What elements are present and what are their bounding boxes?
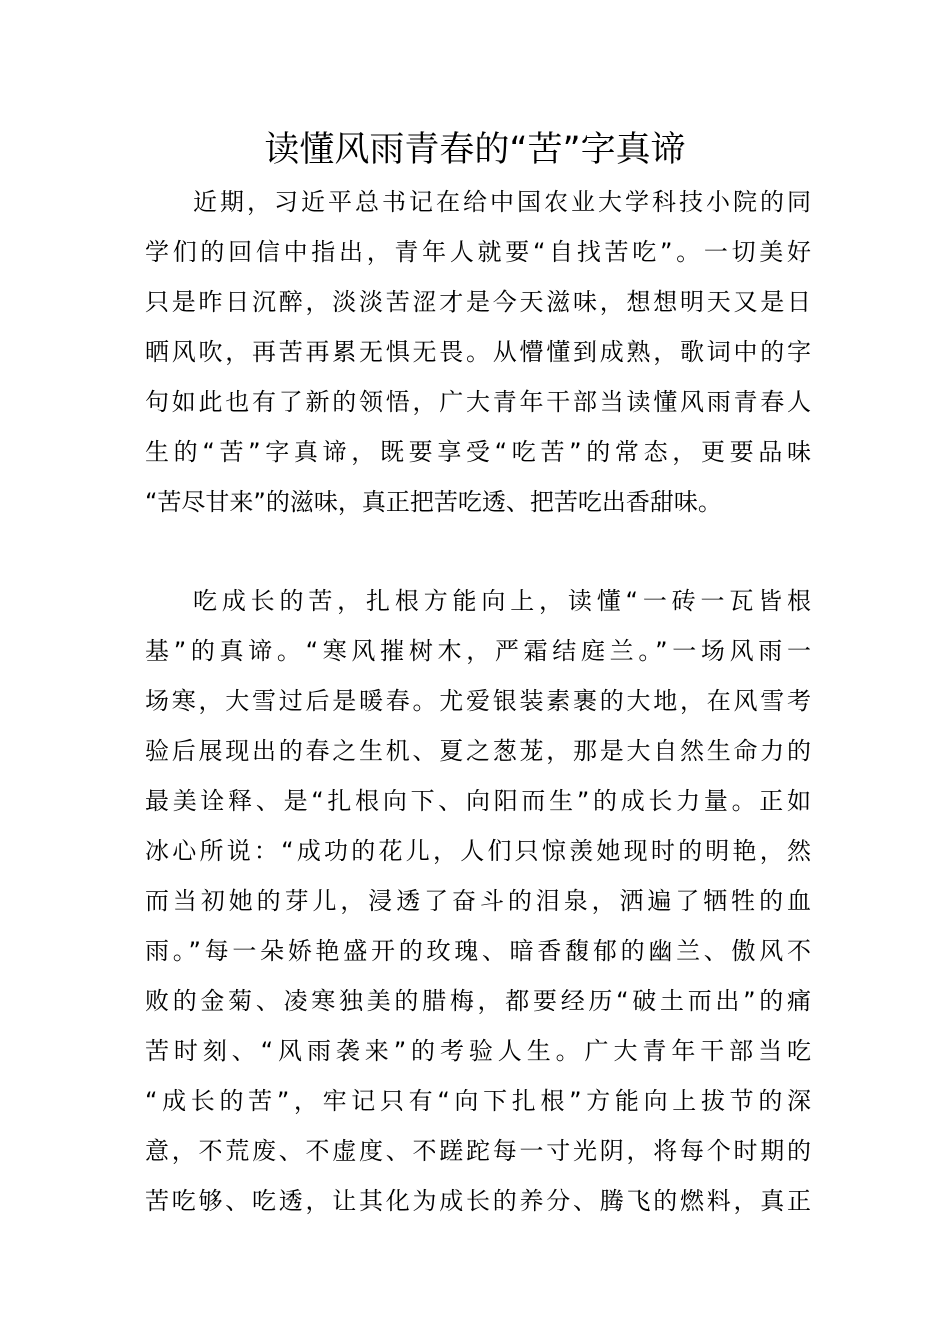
text-line: 验后展现出的春之生机、夏之葱茏，那是大自然生命力的: [145, 737, 811, 765]
text-line: 晒风吹，再苦再累无惧无畏。从懵懂到成熟，歌词中的字: [145, 338, 811, 366]
text-line: 基”的真谛。“寒风摧树木，严霜结庭兰。”一场风雨一: [145, 637, 811, 665]
text-line: “成长的苦”，牢记只有“向下扎根”方能向上拔节的深: [145, 1087, 811, 1115]
text-line: 近期，习近平总书记在给中国农业大学科技小院的同: [193, 188, 811, 216]
text-line: 生的“苦”字真谛，既要享受“吃苦”的常态，更要品味: [145, 438, 811, 466]
text-line: 场寒，大雪过后是暖春。尤爱银装素裹的大地，在风雪考: [145, 687, 811, 715]
text-line: 冰心所说：“成功的花儿，人们只惊羡她现时的明艳，然: [145, 837, 811, 865]
text-line: 句如此也有了新的领悟，广大青年干部当读懂风雨青春人: [145, 388, 811, 416]
text-line: 吃成长的苦，扎根方能向上，读懂“一砖一瓦皆根: [193, 587, 811, 615]
text-line: 只是昨日沉醉，淡淡苦涩才是今天滋味，想想明天又是日: [145, 288, 811, 316]
text-line: 学们的回信中指出，青年人就要“自找苦吃”。一切美好: [145, 238, 811, 266]
text-line: 而当初她的芽儿，浸透了奋斗的泪泉，洒遍了牺牲的血: [145, 887, 811, 915]
page-title: 读懂风雨青春的“苦”字真谛: [264, 130, 686, 170]
text-line: 最美诠释、是“扎根向下、向阳而生”的成长力量。正如: [145, 787, 811, 815]
paragraph-growth: [145, 576, 811, 1226]
text-line: 苦吃够、吃透，让其化为成长的养分、腾飞的燃料，真正: [145, 1187, 811, 1215]
paragraph-intro: [145, 177, 811, 527]
text-line: 雨。”每一朵娇艳盛开的玫瑰、暗香馥郁的幽兰、傲风不: [145, 937, 811, 965]
text-line: “苦尽甘来”的滋味，真正把苦吃透、把苦吃出香甜味。: [145, 488, 722, 516]
text-line: 苦时刻、“风雨袭来”的考验人生。广大青年干部当吃: [145, 1037, 811, 1065]
text-line: 败的金菊、凌寒独美的腊梅，都要经历“破土而出”的痛: [145, 987, 811, 1015]
text-line: 意，不荒废、不虚度、不蹉跎每一寸光阴，将每个时期的: [145, 1137, 811, 1165]
